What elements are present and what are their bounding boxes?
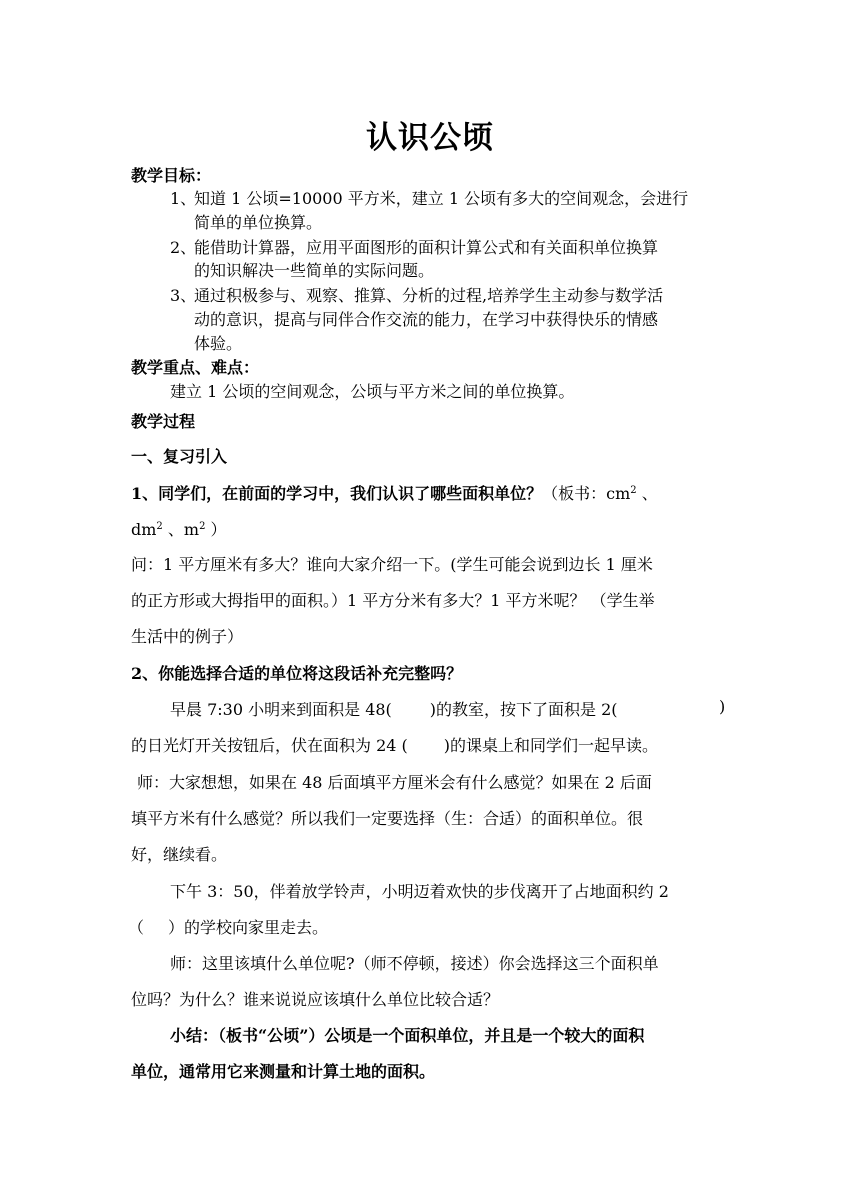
close-paren: ) <box>719 697 726 716</box>
story-line: 下午 3：50，伴着放学铃声，小明迈着欢快的步伐离开了占地面积约 2 <box>170 882 669 901</box>
objective-text-line: 能借助计算器，应用平面图形的面积计算公式和有关面积单位换算 <box>194 238 659 257</box>
teacher-line: 师：大家想想，如果在 48 后面填平方厘米会有什么感觉？如果在 2 后面 <box>137 773 652 792</box>
objectives-heading: 教学目标： <box>131 166 212 185</box>
close-paren: ） <box>205 520 227 539</box>
question-2-text: 2、你能选择合适的单位将这段话补充完整吗？ <box>131 664 463 683</box>
teacher-line: 填平方米有什么感觉？所以我们一定要选择（生：合适）的面积单位。很 <box>131 809 644 828</box>
teacher-line: 好，继续看。 <box>131 845 228 864</box>
key-points-heading: 教学重点、难点： <box>131 358 260 377</box>
story-line <box>131 733 658 756</box>
superscript: 2 <box>156 521 163 532</box>
story-line <box>170 697 618 720</box>
paragraph-line: 的正方形或大拇指甲的面积。）1 平方分米有多大？1 平方米呢？ （学生举 <box>131 591 655 610</box>
superscript: 2 <box>199 521 206 532</box>
story-text: ）的学校向家里走去。 <box>168 918 329 937</box>
summary-line: 单位，通常用它来测量和计算土地的面积。 <box>131 1062 436 1081</box>
objective-text-line: 简单的单位换算。 <box>194 213 323 232</box>
teacher-line: 师：这里该填什么单位呢?（师不停顿，接述）你会选择这三个面积单 <box>170 954 659 973</box>
paragraph-line: 生活中的例子） <box>131 627 244 646</box>
paragraph-line: 问：1 平方厘米有多大？谁向大家介绍一下。(学生可能会说到边长 1 厘米 <box>131 555 653 574</box>
story-line <box>128 915 328 938</box>
story-text: 的日光灯开关按钮后，伏在面积为 24 ( <box>131 736 408 755</box>
unit-m: 、m <box>162 520 200 539</box>
section-heading: 一、复习引入 <box>131 447 228 466</box>
page-title: 认识公顷 <box>366 120 494 156</box>
summary-line: 小结：（板书“公顷”）公顷是一个面积单位，并且是一个较大的面积 <box>170 1026 645 1045</box>
unit-dm: dm <box>131 520 157 539</box>
objective-text-line: 体验。 <box>194 334 243 353</box>
story-text: （ <box>128 918 145 937</box>
question-1-text: 1、同学们，在前面的学习中，我们认识了哪些面积单位？ <box>131 484 543 503</box>
story-text: )的课桌上和同学们一起早读。 <box>443 736 659 755</box>
objective-text-line: 动的意识，提高与同伴合作交流的能力，在学习中获得快乐的情感 <box>194 310 659 329</box>
objective-text-line: 通过积极参与、观察、推算、分析的过程,培养学生主动参与数学活 <box>194 286 664 305</box>
objective-text-line: 知道 1 公顷=10000 平方米，建立 1 公顷有多大的空间观念，会进行 <box>194 189 689 208</box>
separator: 、 <box>636 484 658 503</box>
objective-number: 1、 <box>170 189 197 208</box>
story-text: 早晨 7:30 小明来到面积是 48( <box>170 700 392 719</box>
superscript: 2 <box>630 485 637 496</box>
story-text: )的教室，按下了面积是 2( <box>429 700 618 719</box>
teacher-line: 位吗？为什么？谁来说说应该填什么单位比较合适？ <box>131 990 500 1009</box>
objective-number: 3、 <box>170 286 197 305</box>
objective-text-line: 的知识解决一些简单的实际问题。 <box>194 261 435 280</box>
objective-number: 2、 <box>170 238 197 257</box>
key-points-text: 建立 1 公顷的空间观念，公顷与平方米之间的单位换算。 <box>170 382 575 401</box>
board-note: （板书：cm <box>542 484 631 503</box>
question-1-line <box>131 481 658 504</box>
question-1-line-2 <box>131 517 227 540</box>
process-heading: 教学过程 <box>131 412 196 431</box>
